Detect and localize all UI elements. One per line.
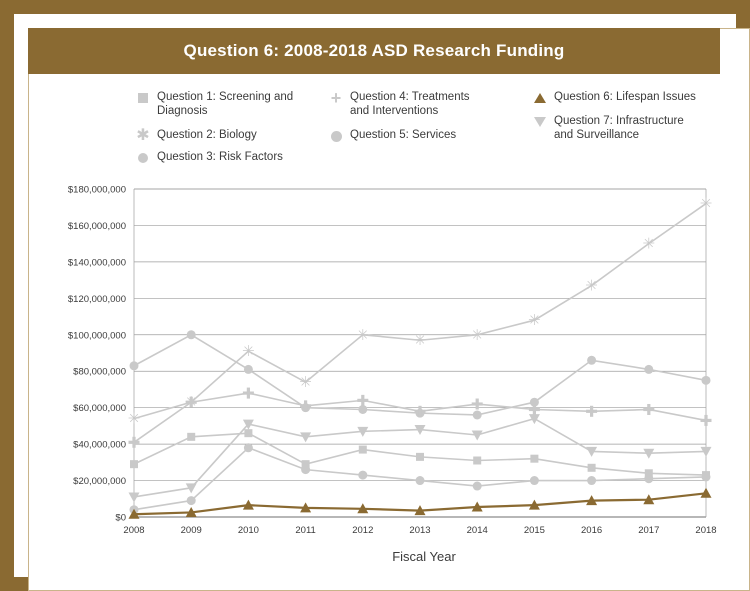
x-axis-tick-label: 2011 xyxy=(295,525,316,536)
svg-text:✳: ✳ xyxy=(699,195,713,213)
legend-item-question-4 xyxy=(327,90,487,118)
data-point-triangle-down xyxy=(300,432,311,442)
data-point-square xyxy=(130,460,138,468)
data-point-circle xyxy=(244,443,253,452)
data-point-asterisk xyxy=(357,327,370,344)
data-point-asterisk xyxy=(242,343,255,360)
y-axis-tick-label: $160,000,000 xyxy=(67,220,126,232)
data-point-square xyxy=(187,433,195,441)
svg-text:✳: ✳ xyxy=(413,332,427,350)
data-point-circle xyxy=(130,361,139,370)
series-line xyxy=(130,429,710,479)
legend-item-question-7 xyxy=(531,114,721,142)
data-point-circle xyxy=(702,376,711,385)
y-axis-tick-label: $180,000,000 xyxy=(67,184,126,196)
y-axis-tick-label: $100,000,000 xyxy=(67,330,126,342)
svg-text:✳: ✳ xyxy=(642,235,656,253)
data-point-square xyxy=(244,429,252,437)
y-axis-tick-label: $140,000,000 xyxy=(67,257,126,269)
data-point-asterisk xyxy=(528,312,541,329)
data-point-asterisk xyxy=(471,327,484,344)
data-point-plus xyxy=(129,437,140,448)
square-marker-icon xyxy=(134,91,152,105)
legend-label-question-3: Question 3: Risk Factors xyxy=(157,151,283,163)
x-axis-tick-label: 2018 xyxy=(695,525,717,536)
y-axis-tick-label: $40,000,000 xyxy=(73,439,126,451)
data-point-plus xyxy=(243,388,254,399)
circle-marker-icon xyxy=(327,129,345,143)
svg-text:✳: ✳ xyxy=(299,374,312,392)
y-axis-tick-label: $80,000,000 xyxy=(73,366,126,378)
data-point-circle xyxy=(530,476,539,485)
x-axis-tick-label: 2009 xyxy=(180,525,202,536)
data-point-plus xyxy=(357,395,368,406)
data-point-square xyxy=(588,464,596,472)
data-point-triangle-down xyxy=(472,431,483,441)
series-line xyxy=(128,196,713,428)
page-title: Question 6: 2008-2018 ASD Research Funding xyxy=(183,41,565,60)
plus-marker-icon: + xyxy=(330,88,342,108)
legend-label-question-5: Question 5: Services xyxy=(350,129,457,141)
x-axis-tick-label: 2017 xyxy=(638,525,660,536)
chart-plot-area xyxy=(44,179,734,569)
data-point-asterisk xyxy=(585,278,598,295)
y-axis-tick-label: $120,000,000 xyxy=(67,293,126,305)
data-point-circle xyxy=(187,330,196,339)
x-axis-title: Fiscal Year xyxy=(392,549,456,564)
data-point-triangle-down xyxy=(129,492,140,502)
data-point-circle xyxy=(644,474,653,483)
legend-label-question-1: Question 1: Screening and Diagnosis xyxy=(157,91,294,117)
data-point-circle xyxy=(702,472,711,481)
data-point-asterisk xyxy=(643,236,656,253)
x-axis-tick-label: 2008 xyxy=(123,525,145,536)
data-point-circle xyxy=(587,356,596,365)
svg-text:✳: ✳ xyxy=(127,410,141,428)
data-point-asterisk xyxy=(414,332,427,349)
x-axis-tick-label: 2014 xyxy=(466,525,488,536)
y-axis-tick-label: $0 xyxy=(115,512,126,524)
x-axis-labels xyxy=(123,525,716,536)
data-point-plus xyxy=(701,415,712,426)
data-point-square xyxy=(359,446,367,454)
chart-legend xyxy=(44,84,734,174)
legend-label-question-6: Question 6: Lifespan Issues xyxy=(554,91,696,103)
triangle-up-marker-icon xyxy=(531,91,549,105)
data-point-circle xyxy=(587,476,596,485)
data-point-plus xyxy=(643,404,654,415)
data-point-plus xyxy=(529,404,540,415)
x-axis-tick-label: 2015 xyxy=(523,525,545,536)
data-point-asterisk xyxy=(128,411,141,428)
x-axis-tick-label: 2010 xyxy=(237,525,259,536)
series-line xyxy=(129,488,712,519)
data-point-asterisk xyxy=(700,196,713,213)
data-point-circle xyxy=(644,365,653,374)
data-point-square xyxy=(530,455,538,463)
asterisk-marker-icon: ✱ xyxy=(136,127,150,144)
legend-item-question-5 xyxy=(327,128,487,142)
data-point-circle xyxy=(416,476,425,485)
triangle-down-marker-icon xyxy=(531,115,549,129)
y-axis-tick-label: $20,000,000 xyxy=(73,476,126,488)
data-point-circle xyxy=(473,482,482,491)
svg-text:✳: ✳ xyxy=(356,326,370,344)
x-axis-tick-label: 2016 xyxy=(581,525,603,536)
data-point-circle xyxy=(473,410,482,419)
svg-text:✳: ✳ xyxy=(470,326,484,344)
data-point-circle xyxy=(301,465,310,474)
funding-line-chart xyxy=(44,179,734,569)
legend-item-question-2 xyxy=(134,128,304,142)
legend-item-question-1 xyxy=(134,90,304,118)
data-series-group xyxy=(128,196,713,519)
legend-item-question-3 xyxy=(134,150,304,164)
y-axis-tick-label: $60,000,000 xyxy=(73,403,126,415)
svg-text:✳: ✳ xyxy=(528,312,541,330)
x-axis-tick-label: 2013 xyxy=(409,525,431,536)
legend-label-question-7: Question 7: Infrastructure and Surveillance xyxy=(554,115,684,141)
series-line xyxy=(129,388,712,448)
svg-text:✳: ✳ xyxy=(242,343,255,361)
data-point-square xyxy=(473,457,481,465)
data-point-circle xyxy=(244,365,253,374)
circle-marker-icon xyxy=(134,151,152,165)
legend-item-question-6 xyxy=(531,90,721,104)
svg-text:✳: ✳ xyxy=(585,277,598,295)
x-axis-tick-label: 2012 xyxy=(352,525,374,536)
legend-label-question-4: Question 4: Treatments and Interventions xyxy=(350,91,470,117)
data-point-asterisk xyxy=(299,374,312,391)
legend-label-question-2: Question 2: Biology xyxy=(157,129,257,141)
y-axis-labels xyxy=(68,185,126,524)
chart-title-bar xyxy=(28,28,720,74)
data-point-circle xyxy=(358,405,367,414)
series-polyline xyxy=(134,204,706,419)
data-point-square xyxy=(416,453,424,461)
data-point-circle xyxy=(187,496,196,505)
data-point-circle xyxy=(358,471,367,480)
